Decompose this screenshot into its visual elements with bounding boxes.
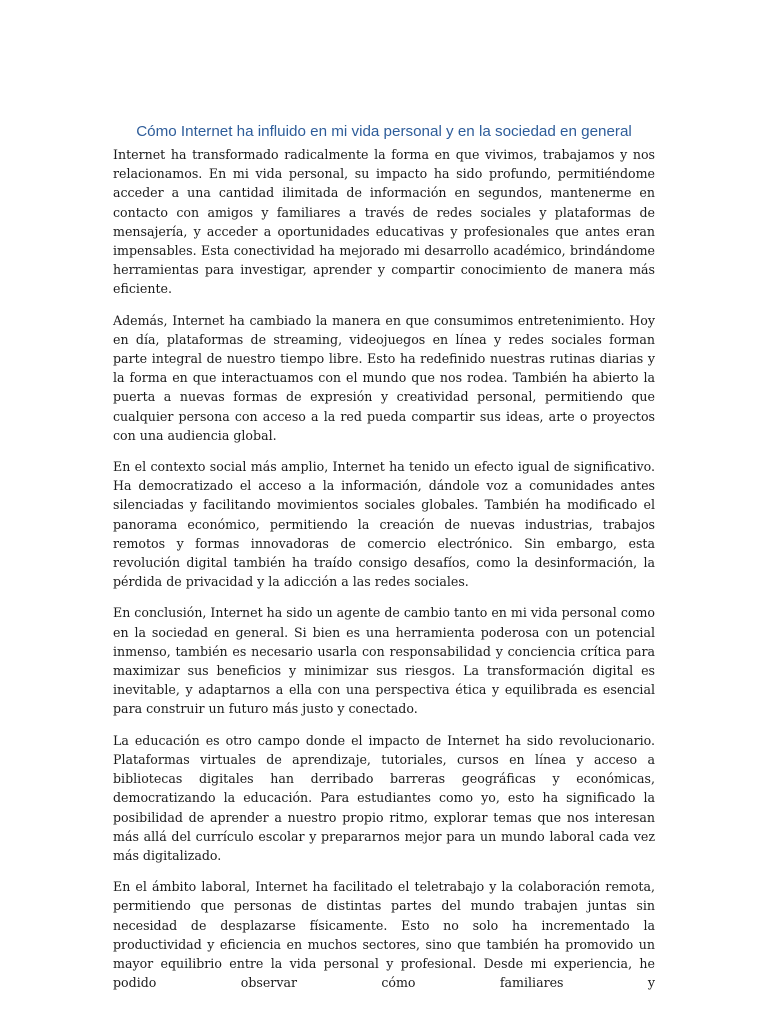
document-body xyxy=(113,145,655,1004)
paragraph-4: En conclusión, Internet ha sido un agente de cambio tanto en mi vida personal como en la sociedad en general. Si bien es una herramienta poderosa con un potencial inmenso, también es necesario usarla con responsabilidad y conciencia crítica para maximizar sus beneficios y minimizar sus riesgos. La transformación digital es inevitable, y adaptarnos a ella con una perspectiva ética y equilibrada es esencial para construir un futuro más justo y conectado. xyxy=(113,605,655,717)
paragraph-6: En el ámbito laboral, Internet ha facilitado el teletrabajo y la colaboración remota, permitiendo que personas de distintas partes del mundo trabajen juntas sin necesidad de desplazarse físicamente. Esto no solo ha incrementado la productividad y eficiencia en muchos sectores, sino que también ha promovido un mayor equilibrio entre la vida personal y profesional. Desde mi experiencia, he podido observar cómo familiares y xyxy=(113,879,655,991)
paragraph-5: La educación es otro campo donde el impacto de Internet ha sido revolucionario. Plataformas virtuales de aprendizaje, tutoriales, cursos en línea y acceso a bibliotecas digitales han derribado barreras geográficas y económicas, democratizando la educación. Para estudiantes como yo, esto ha significado la posibilidad de aprender a nuestro propio ritmo, explorar temas que nos interesan más allá del currículo escolar y prepararnos mejor para un mundo laboral cada vez más digitalizado. xyxy=(113,732,655,863)
paragraph-1: Internet ha transformado radicalmente la forma en que vivimos, trabajamos y nos relacionamos. En mi vida personal, su impacto ha sido profundo, permitiéndome acceder a una cantidad ilimitada de información en segundos, mantenerme en contacto con amigos y familiares a través de redes sociales y plataformas de mensajería, y acceder a oportunidades educativas y profesionales que antes eran impensables. Esta conectividad ha mejorado mi desarrollo académico, brindándome herramientas para investigar, aprender y compartir conocimiento de manera más eficiente. xyxy=(113,147,655,297)
document-title: Cómo Internet ha influido en mi vida personal y en la sociedad en general xyxy=(136,123,632,140)
paragraph-3: En el contexto social más amplio, Internet ha tenido un efecto igual de significativo. Ha democratizado el acceso a la información, dándole voz a comunidades antes silenciadas y facilitando movimientos sociales globales. También ha modificado el panorama económico, permitiendo la creación de nuevas industrias, trabajos remotos y formas innovadoras de comercio electrónico. Sin embargo, esta revolución digital también ha traído consigo desafíos, como la desinformación, la pérdida de privacidad y la adicción a las redes sociales. xyxy=(113,459,655,590)
paragraph-2: Además, Internet ha cambiado la manera en que consumimos entretenimiento. Hoy en día, plataformas de streaming, videojuegos en línea y redes sociales forman parte integral de nuestro tiempo libre. Esto ha redefinido nuestras rutinas diarias y la forma en que interactuamos con el mundo que nos rodea. También ha abierto la puerta a nuevas formas de expresión y creatividad personal, permitiendo que cualquier persona con acceso a la red pueda compartir sus ideas, arte o proyectos con una audiencia global. xyxy=(113,312,655,443)
